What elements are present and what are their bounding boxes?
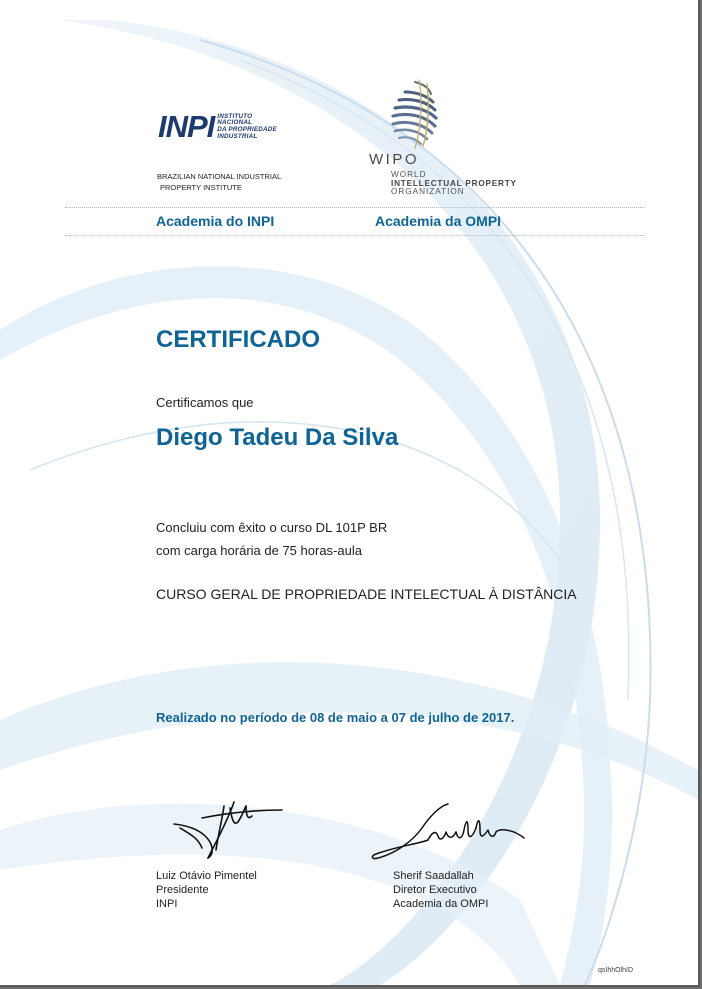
inpi-line: DA PROPRIEDADE xyxy=(217,126,277,133)
verification-code: qsIhhOlhID xyxy=(598,967,634,974)
wipo-logo-icon xyxy=(385,78,441,150)
signatory-name: Sherif Saadallah xyxy=(393,870,474,882)
signatory-name: Luiz Otávio Pimentel xyxy=(156,870,257,882)
academia-inpi-label: Academia do INPI xyxy=(156,213,275,229)
header-divider-bottom xyxy=(65,235,645,236)
inpi-subtitle xyxy=(157,171,281,193)
certificate-title: CERTIFICADO xyxy=(156,326,320,353)
course-period: Realizado no período de 08 de maio a 07 de julho de 2017. xyxy=(156,710,515,725)
header-divider-top xyxy=(65,207,645,208)
signatory-org: Academia da OMPI xyxy=(393,898,489,910)
inpi-subtitle-line: BRAZILIAN NATIONAL INDUSTRIAL xyxy=(157,172,282,181)
inpi-subtitle-line: PROPERTY INSTITUTE xyxy=(160,183,242,192)
signatory-2 xyxy=(393,869,488,911)
inpi-line: INDUSTRIAL xyxy=(217,132,258,140)
inpi-logo-mark: INPI xyxy=(158,109,215,144)
signatory-org: INPI xyxy=(156,898,178,910)
inpi-line: INSTITUTO xyxy=(217,112,253,120)
recipient-name: Diego Tadeu Da Silva xyxy=(156,424,399,451)
certificate-intro: Certificamos que xyxy=(156,395,254,410)
completion-text: Concluiu com êxito o curso DL 101P BR xyxy=(156,520,388,535)
signatory-role: Diretor Executivo xyxy=(393,884,477,896)
inpi-logo xyxy=(158,109,277,144)
wipo-line: INTELLECTUAL PROPERTY xyxy=(391,178,517,188)
signatory-role: Presidente xyxy=(156,884,209,896)
signature-saadallah xyxy=(368,800,526,864)
inpi-line: NACIONAL xyxy=(217,119,253,127)
wipo-line: ORGANIZATION xyxy=(391,187,465,197)
inpi-logo-text xyxy=(217,114,277,140)
workload-text: com carga horária de 75 horas-aula xyxy=(156,543,362,558)
wipo-logo-word: WIPO xyxy=(369,151,419,168)
wipo-line: WORLD xyxy=(391,170,427,179)
course-name: CURSO GERAL DE PROPRIEDADE INTELECTUAL À DISTÂNCIA xyxy=(156,586,577,602)
academia-ompi-label: Academia da OMPI xyxy=(375,213,502,229)
signature-pimentel xyxy=(172,798,284,862)
signatory-1 xyxy=(156,869,257,911)
wipo-logo-text xyxy=(391,171,517,197)
